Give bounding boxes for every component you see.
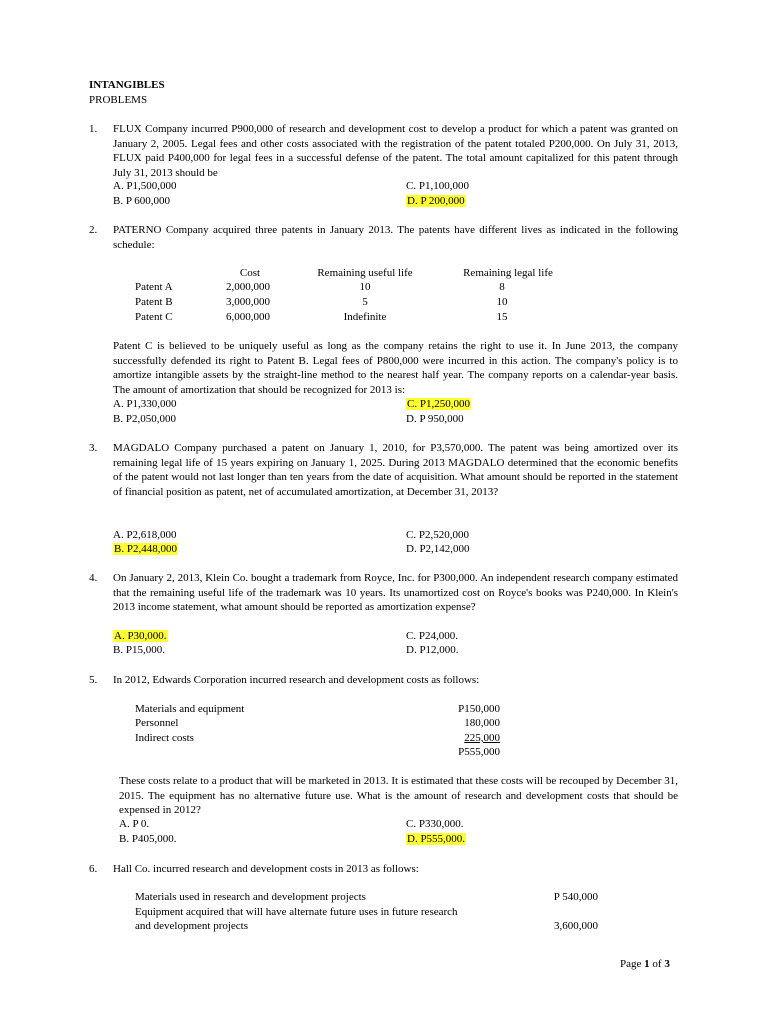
table-row-legal: 10	[496, 296, 508, 308]
table-row-useful: Indefinite	[343, 311, 387, 323]
table-row-name: Patent C	[135, 311, 173, 323]
cost-item-label: Materials and equipment	[135, 703, 245, 715]
table-row-cost: 3,000,000	[226, 296, 270, 308]
question-text-continued: These costs relate to a product that will be marketed in 2013. It is estimated that these costs will be recouped by December 31, 2015. The equipment has no alternative future use. What is the amount of research and development costs that should be expensed in 2012?	[119, 775, 678, 816]
question-number: 3.	[89, 442, 98, 454]
table-header-cost: Cost	[239, 267, 261, 279]
question-text: PATERNO Company acquired three patents in January 2013. The patents have different lives as indicated in the following schedule:	[113, 224, 678, 251]
question-text: MAGDALO Company purchased a patent on January 1, 2010, for P3,570,000. The patent was being amortized over its remaining legal life of 15 years expiring on January 1, 2025. During 2013 MAGDALO determined that the economic benefits of the patent would not last longer than ten years from the date of acquisition. What amount should be reported in the statement of financial position as patent, net of accumulated amortization, at December 31, 2013?	[113, 442, 678, 498]
cost-item-label: and development projects	[135, 920, 249, 932]
table-row-name: Patent A	[135, 281, 173, 293]
cost-item-amount: 180,000	[464, 717, 500, 729]
choice-a: A. P 0.	[119, 818, 150, 830]
choice-d-answer: D. P555,000.	[407, 833, 466, 845]
choice-b: B. P15,000.	[113, 644, 165, 656]
question-number: 6.	[89, 863, 98, 875]
cost-item-label: Materials used in research and development projects	[135, 891, 366, 903]
choice-c: C. P24,000.	[406, 630, 458, 642]
choice-b: B. P 600,000	[113, 195, 171, 207]
choice-d: D. P12,000.	[406, 644, 459, 656]
question-number: 4.	[89, 572, 98, 584]
table-row-legal: 8	[499, 281, 505, 293]
question-number: 1.	[89, 123, 98, 135]
choice-a-answer: A. P30,000.	[114, 630, 167, 642]
cost-item-amount: P150,000	[458, 703, 500, 715]
table-row-useful: 10	[359, 281, 371, 293]
choice-d: D. P2,142,000	[406, 543, 470, 555]
choice-d: D. P 950,000	[406, 413, 464, 425]
document-title: INTANGIBLES	[89, 79, 165, 91]
cost-item-label: Equipment acquired that will have alternate future uses in future research	[135, 906, 458, 918]
question-number: 2.	[89, 224, 98, 236]
table-row-cost: 6,000,000	[226, 311, 270, 323]
choice-a: A. P1,330,000	[113, 398, 177, 410]
table-header-legal: Remaining legal life	[463, 267, 553, 279]
question-text: In 2012, Edwards Corporation incurred research and development costs as follows:	[113, 674, 480, 686]
document-subtitle: PROBLEMS	[89, 94, 148, 106]
cost-item-amount: P 540,000	[553, 891, 598, 903]
cost-item-label: Indirect costs	[135, 732, 194, 744]
table-row-name: Patent B	[135, 296, 173, 308]
table-row-cost: 2,000,000	[226, 281, 270, 293]
cost-item-amount: 3,600,000	[554, 920, 598, 932]
question-number: 5.	[89, 674, 98, 686]
choice-b: B. P405,000.	[119, 833, 177, 845]
choice-c: C. P2,520,000	[406, 529, 469, 541]
choice-c: C. P1,100,000	[406, 180, 469, 192]
page-indicator: Page 1 of 3	[620, 958, 670, 970]
choice-a: A. P1,500,000	[113, 180, 177, 192]
choice-b: B. P2,050,000	[113, 413, 176, 425]
question-text-continued: Patent C is believed to be uniquely useful as long as the company retains the right to use it. In June 2013, the company successfully defended its right to Patent B. Legal fees of P800,000 were incurred in this action. The company's policy is to amortize intangible assets by the straight-line method to the nearest half year. The company reports on a calendar-year basis. The amount of amortization that should be recognized for 2013 is:	[113, 340, 678, 396]
table-row-legal: 15	[496, 311, 508, 323]
cost-item-label: Personnel	[135, 717, 179, 729]
choice-b-answer: B. P2,448,000	[114, 543, 177, 555]
cost-item-amount: 225,000	[464, 732, 500, 744]
cost-total: P555,000	[458, 746, 500, 758]
question-text: On January 2, 2013, Klein Co. bought a trademark from Royce, Inc. for P300,000. An independent research company estimated that the remaining useful life of the trademark was 10 years. Its unamortized cost on Royce's books was P240,000. In Klein's 2013 income statement, what amount should be reported as amortization expense?	[113, 572, 678, 613]
choice-c-answer: C. P1,250,000	[407, 398, 470, 410]
question-text: Hall Co. incurred research and development costs in 2013 as follows:	[113, 863, 419, 875]
table-row-useful: 5	[362, 296, 368, 308]
choice-c: C. P330,000.	[406, 818, 464, 830]
choice-a: A. P2,618,000	[113, 529, 177, 541]
choice-d-answer: D. P 200,000	[407, 195, 465, 207]
question-text: FLUX Company incurred P900,000 of research and development cost to develop a product for which a patent was granted on January 2, 2005. Legal fees and other costs associated with the registration of the patent totaled P200,000. On July 31, 2013, FLUX paid P400,000 for legal fees in a successful defense of the patent. The total amount capitalized for this patent through July 31, 2013 should be	[113, 123, 678, 179]
table-header-useful: Remaining useful life	[317, 267, 413, 279]
